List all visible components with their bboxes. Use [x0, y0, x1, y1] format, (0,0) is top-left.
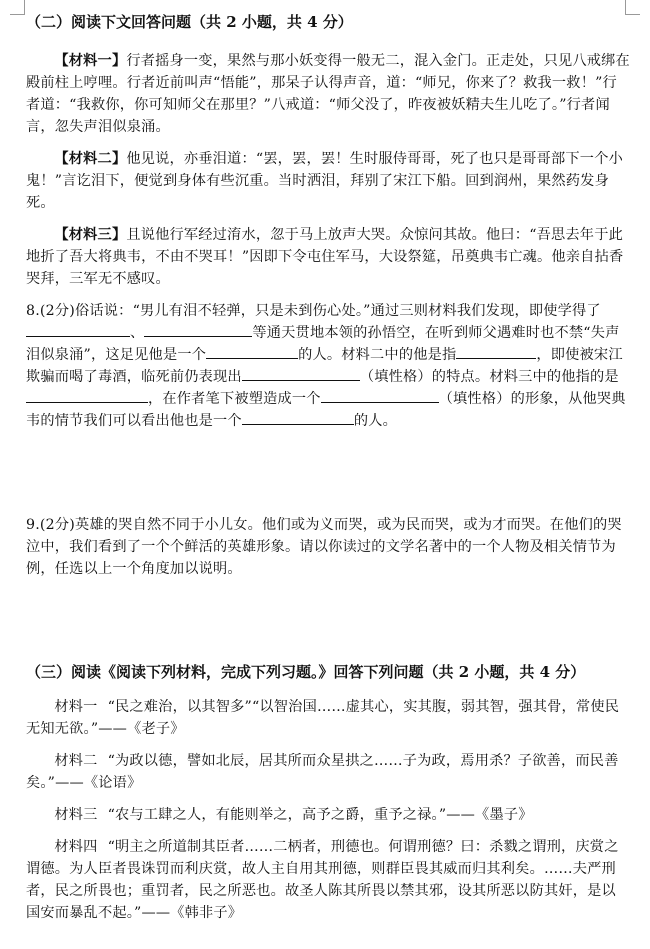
s3-material-1-label: 材料一 — [54, 699, 98, 715]
s3-material-3-text: “农与工肆之人，有能则举之，高予之爵，重予之禄。”——《墨子》 — [107, 807, 533, 823]
q8-text-6: （填性格）的特点。材料三中的他指的是 — [359, 369, 619, 385]
material-3-paragraph — [26, 224, 630, 290]
material-2-paragraph — [26, 148, 630, 214]
s3-material-1-text: “民之难治，以其智多”“以智治国……虚其心，实其腹，弱其智，强其骨，常使民无知无欲。”——《老子》 — [26, 699, 620, 737]
s3-material-2-text: “为政以德，譬如北辰，居其所而众星拱之……子为政，焉用杀？子欲善，而民善矣。”——《论语》 — [26, 753, 619, 791]
question-9: 9.(2分)英雄的哭自然不同于小儿女。他们或为义而哭，或为民而哭，或为才而哭。在他们的哭泣中，我们看到了一个个鲜活的英雄形象。请以你读过的文学名著中的一个人物及相关情节为例，任选以上一个角度加以说明。 — [26, 517, 622, 577]
section-3-material-3 — [26, 804, 630, 826]
material-3-text: 且说他行军经过淯水，忽于马上放声大哭。众惊问其故。他曰：“吾思去年于此地折了吾大将典韦，不由不哭耳！”因即下令屯住军马，大设祭筵，吊奠典韦亡魂。他亲自拈香哭拜，三军无不感叹。 — [26, 227, 624, 287]
q8-answer-blank-4[interactable] — [456, 344, 536, 359]
document-page — [26, 10, 630, 934]
q8-answer-blank-2[interactable] — [144, 322, 252, 337]
material-3-tag: 【材料三】 — [54, 227, 127, 243]
s3-material-4-text: “明主之所道制其臣者……二柄者，刑德也。何谓刑德？曰：杀戮之谓刑，庆赏之谓德。为人臣者畏诛罚而利庆赏，故人主自用其刑德，则群臣畏其威而归其利矣。……夫严刑者，民之所畏也；重罚者，民之所恶也。故圣人陈其所畏以禁其邪，设其所恶以防其奸，是以国安而暴乱不起。”——《韩非子》 — [26, 839, 619, 921]
q8-text-3: 等通天贯地本领的孙悟空，在听到师父遇难时也不禁“失声泪似泉涌”，这足见他是一个 — [26, 325, 620, 363]
material-1-tag: 【材料一】 — [54, 53, 127, 69]
q9-answer-space — [26, 580, 630, 660]
q8-text-5: ，即使被宋江欺骗而喝了毒酒，临死前仍表现出 — [26, 347, 623, 385]
q8-text-8: （填性格）的形象，从他哭典韦的情节我们可以看出他也是一个 — [26, 391, 626, 429]
q8-answer-blank-7[interactable] — [321, 388, 439, 403]
q8-answer-blank-3[interactable] — [206, 344, 298, 359]
q8-text-9: 的人。 — [353, 413, 397, 429]
section-3-material-4 — [26, 836, 630, 924]
section-2-heading: （二）阅读下文回答问题（共 2 小题，共 4 分） — [26, 13, 353, 31]
material-1-paragraph — [26, 50, 630, 138]
q8-answer-space — [26, 432, 630, 514]
material-2-tag: 【材料二】 — [54, 151, 127, 167]
s3-material-2-label: 材料二 — [54, 753, 98, 769]
q8-answer-blank-5[interactable] — [242, 366, 360, 381]
question-8 — [26, 300, 630, 432]
s3-material-4-label: 材料四 — [54, 839, 98, 855]
q8-answer-blank-6[interactable] — [26, 388, 148, 403]
section-3-material-1 — [26, 696, 630, 740]
page-corner-mark-left — [10, 0, 25, 15]
q8-text-2: 、 — [130, 325, 145, 341]
q8-answer-blank-8[interactable] — [242, 410, 354, 425]
section-3-heading: （三）阅读《阅读下列材料，完成下列习题。》回答下列问题（共 2 小题，共 4 分） — [26, 663, 586, 681]
material-2-text: 他见说，亦垂泪道：“罢，罢，罢！生时服侍哥哥，死了也只是哥哥部下一个小鬼！”言讫泪下，便觉到身体有些沉重。当时洒泪，拜别了宋江下船。回到润州，果然药发身死。 — [26, 151, 623, 211]
q8-text-1: 8.(2分)俗话说：“男儿有泪不轻弹，只是未到伤心处。”通过三则材料我们发现，即使学得了 — [26, 303, 601, 319]
s3-material-3-label: 材料三 — [54, 807, 98, 823]
section-3-material-2 — [26, 750, 630, 794]
q8-answer-blank-1[interactable] — [26, 322, 130, 337]
q8-text-7: ，在作者笔下被塑造成一个 — [148, 391, 321, 407]
material-1-text: 行者摇身一变，果然与那小妖变得一般无二，混入金门。正走处，只见八戒绑在殿前柱上哼哩。行者近前叫声“悟能”，那呆子认得声音，道：“师兄，你来了？救我一救！”行者道：“我救你，你可知师父在那里？”八戒道：“师父没了，昨夜被妖精夫生儿吃了。”行者闻言，忽失声泪似泉涌。 — [26, 53, 630, 135]
q8-text-4: 的人。材料二中的他是指 — [298, 347, 457, 363]
